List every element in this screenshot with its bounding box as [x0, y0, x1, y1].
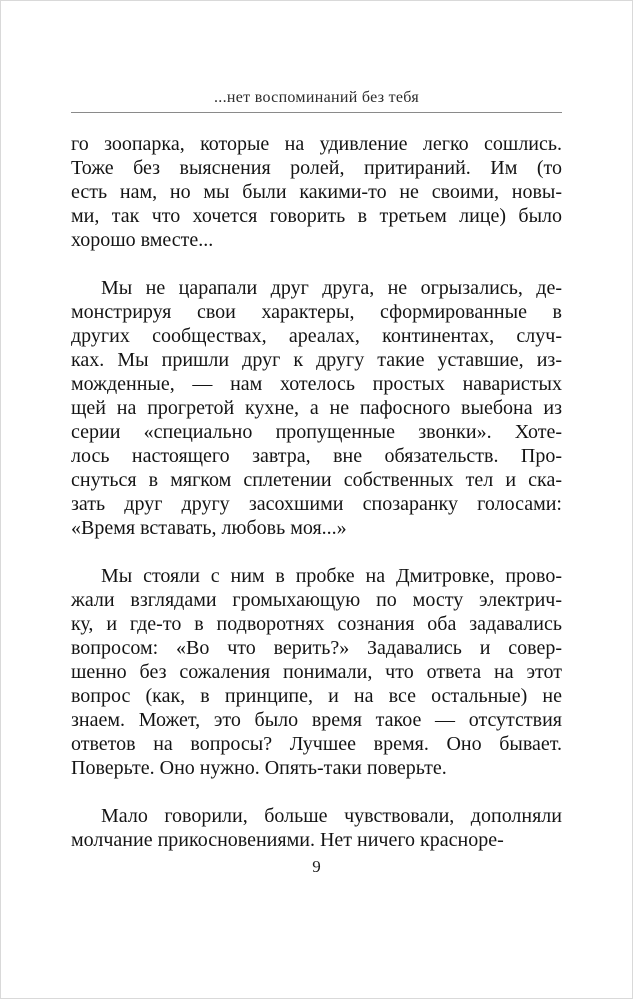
- text-line: монстрируя свои характеры, сформированные в: [71, 301, 562, 323]
- text-line: серии «специально пропущенные звонки». Хоте-: [71, 421, 562, 443]
- text-line: ми, так что хочется говорить в третьем лице) было: [71, 205, 562, 227]
- text-line: лось настоящего завтра, вне обязательств. Про-: [71, 445, 562, 467]
- text-line: Мы не царапали друг друга, не огрызались, де-: [101, 277, 562, 299]
- text-line: Поверьте. Оно нужно. Опять-таки поверьте.: [71, 757, 447, 779]
- text-line: ответов на вопросы? Лучшее время. Оно бывает.: [71, 733, 562, 755]
- text-line: «Время вставать, любовь моя...»: [71, 517, 347, 539]
- text-line: есть нам, но мы были какими-то не своими, новы-: [71, 181, 562, 203]
- text-line: вопрос (как, в принципе, и на все остальные) не: [71, 685, 562, 707]
- text-line: шенно без сожаления понимали, что ответа на этот: [71, 661, 562, 683]
- text-line: других сообществах, ареалах, континентах, случ-: [71, 325, 562, 347]
- text-line: го зоопарка, которые на удивление легко сошлись.: [71, 133, 562, 155]
- running-head: [71, 89, 562, 113]
- text-line: Мы стояли с ним в пробке на Дмитровке, прово-: [101, 565, 562, 587]
- text-line: щей на прогретой кухне, а не пафосного выебона из: [71, 397, 562, 419]
- text-line: ках. Мы пришли друг к другу такие уставшие, из-: [71, 349, 562, 371]
- running-head-text: ...нет воспоминаний без тебя: [213, 89, 420, 106]
- text-line: можденные, — нам хотелось простых наваристых: [71, 373, 562, 395]
- header-rule: [71, 112, 562, 113]
- paragraph: [71, 132, 562, 252]
- text-line: снуться в мягком сплетении собственных тел и ска-: [71, 469, 562, 491]
- text-line: знаем. Может, это было время такое — отсутствия: [71, 709, 562, 731]
- text-line: жали взглядами громыхающую по мосту электрич-: [71, 589, 562, 611]
- paragraph: [71, 276, 562, 540]
- paragraph: [71, 804, 562, 852]
- text-line: Мало говорили, больше чувствовали, дополняли: [101, 805, 562, 827]
- text-line: хорошо вместе...: [71, 229, 214, 251]
- paragraph: [71, 564, 562, 780]
- page-body: [71, 132, 562, 852]
- text-line: ку, и где-то в подворотнях сознания оба задавались: [71, 613, 562, 635]
- text-line: вопросом: «Во что верить?» Задавались и совер-: [71, 637, 562, 659]
- page-number: 9: [312, 857, 321, 876]
- text-line: Тоже без выяснения ролей, притираний. Им (то: [71, 157, 562, 179]
- text-line: молчание прикосновениями. Нет ничего красноре-: [71, 829, 504, 851]
- text-line: зать друг другу засохшими спозаранку голосами:: [71, 493, 562, 515]
